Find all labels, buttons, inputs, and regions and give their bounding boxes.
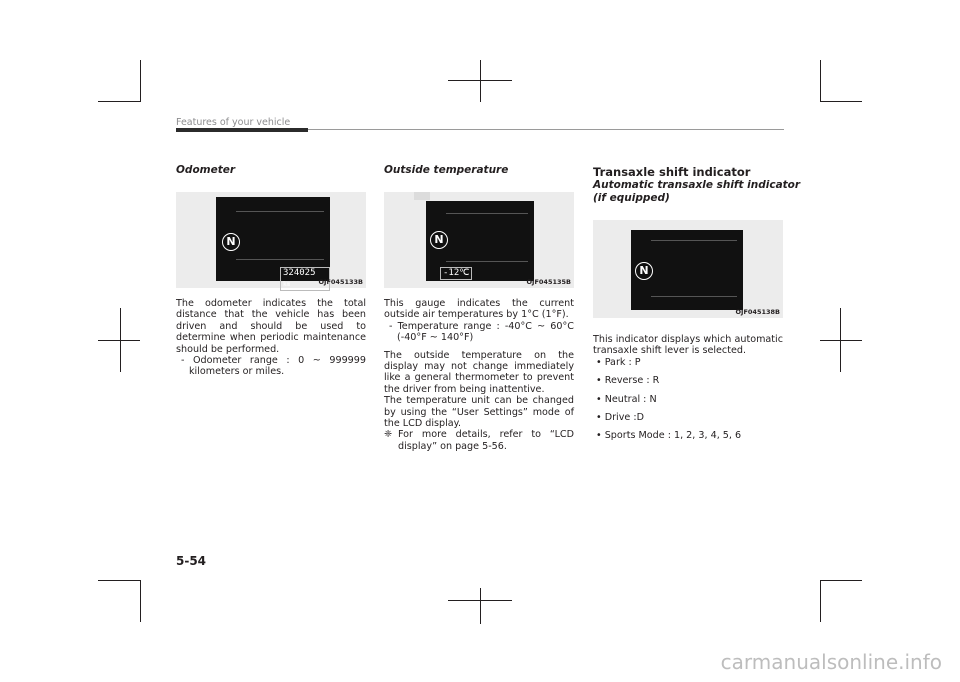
screen-rule bbox=[446, 261, 528, 262]
crop-mark bbox=[448, 600, 512, 601]
outside-temp-lcd bbox=[426, 201, 534, 281]
odometer-title: Odometer bbox=[176, 164, 236, 176]
odometer-value: 324025 bbox=[283, 268, 316, 278]
screen-rule bbox=[236, 211, 324, 212]
temp-range: - Temperature range : -40°C ~ 60°C (-40°F ~ 140°F) bbox=[389, 320, 574, 344]
transaxle-subtitle-line2: (if equipped) bbox=[593, 192, 670, 204]
crop-mark bbox=[98, 580, 140, 581]
crop-mark bbox=[98, 101, 140, 102]
header-rule bbox=[308, 129, 784, 130]
crop-mark bbox=[480, 60, 481, 102]
shift-item: • Drive :D bbox=[596, 412, 644, 424]
page-number: 5-54 bbox=[176, 554, 207, 568]
odometer-description: The odometer indicates the total distance that the vehicle has been driven and should be used to determine when periodic maintenance should be performed. bbox=[176, 298, 366, 355]
outside-temp-figure bbox=[384, 192, 574, 288]
shift-item: • Neutral : N bbox=[596, 393, 657, 405]
temp-reference bbox=[384, 429, 574, 452]
temp-unit-note: The temperature unit can be changed by using the “User Settings” mode of the LCD display. bbox=[384, 395, 574, 430]
figure-code: OJF045133B bbox=[318, 278, 363, 286]
outside-temp-text bbox=[384, 298, 574, 452]
odometer-unit: km bbox=[283, 281, 291, 288]
screen-rule bbox=[651, 240, 737, 241]
odometer-lcd bbox=[216, 197, 330, 288]
gear-n-badge: N bbox=[635, 262, 653, 280]
gear-n-badge: N bbox=[222, 233, 240, 251]
crop-mark bbox=[140, 580, 141, 622]
odometer-text bbox=[176, 298, 366, 378]
crop-mark bbox=[448, 80, 512, 81]
crop-mark bbox=[820, 580, 821, 622]
crop-mark bbox=[480, 588, 481, 624]
screen-rule bbox=[236, 259, 324, 260]
figure-tab bbox=[414, 192, 430, 200]
transaxle-subtitle bbox=[593, 179, 800, 205]
transaxle-subtitle-line1: Automatic transaxle shift indicator bbox=[593, 179, 801, 191]
shift-item: • Reverse : R bbox=[596, 375, 660, 387]
outside-temp-title: Outside temperature bbox=[384, 164, 509, 176]
watermark: carmanualsonline.info bbox=[720, 650, 942, 674]
transaxle-lcd bbox=[631, 230, 743, 310]
screen-rule bbox=[446, 213, 528, 214]
shift-item: • Park : P bbox=[596, 356, 641, 368]
temp-readout: -12℃ bbox=[440, 267, 472, 280]
transaxle-text bbox=[593, 334, 783, 442]
gear-n-badge: N bbox=[430, 231, 448, 249]
section-header: Features of your vehicle bbox=[176, 117, 291, 128]
crop-mark bbox=[820, 60, 821, 102]
note-text: For more details, refer to “LCD display” on page 5-56. bbox=[398, 429, 574, 452]
crop-mark bbox=[820, 340, 862, 341]
crop-mark bbox=[820, 101, 862, 102]
odometer-range: - Odometer range : 0 ~ 999999 kilometers or miles. bbox=[181, 355, 366, 378]
figure-code: OJF045135B bbox=[526, 278, 571, 286]
temp-delay-note: The outside temperature on the display may not change immediately like a general thermometer to prevent the driver from being inattentive. bbox=[384, 349, 574, 395]
figure-code: OJF045138B bbox=[735, 308, 780, 316]
crop-mark bbox=[140, 60, 141, 102]
screen-rule bbox=[651, 296, 737, 297]
header-bar bbox=[176, 128, 308, 132]
crop-mark bbox=[98, 340, 140, 341]
shift-item: • Sports Mode : 1, 2, 3, 4, 5, 6 bbox=[596, 430, 742, 442]
transaxle-figure bbox=[593, 220, 783, 318]
transaxle-description: This indicator displays which automatic transaxle shift lever is selected. bbox=[593, 334, 783, 357]
note-symbol: ❈ bbox=[384, 429, 393, 441]
odometer-figure bbox=[176, 192, 366, 288]
temp-description: This gauge indicates the current outside air temperatures by 1°C (1°F). bbox=[384, 298, 574, 321]
transaxle-heading: Transaxle shift indicator bbox=[593, 165, 751, 179]
crop-mark bbox=[820, 580, 862, 581]
